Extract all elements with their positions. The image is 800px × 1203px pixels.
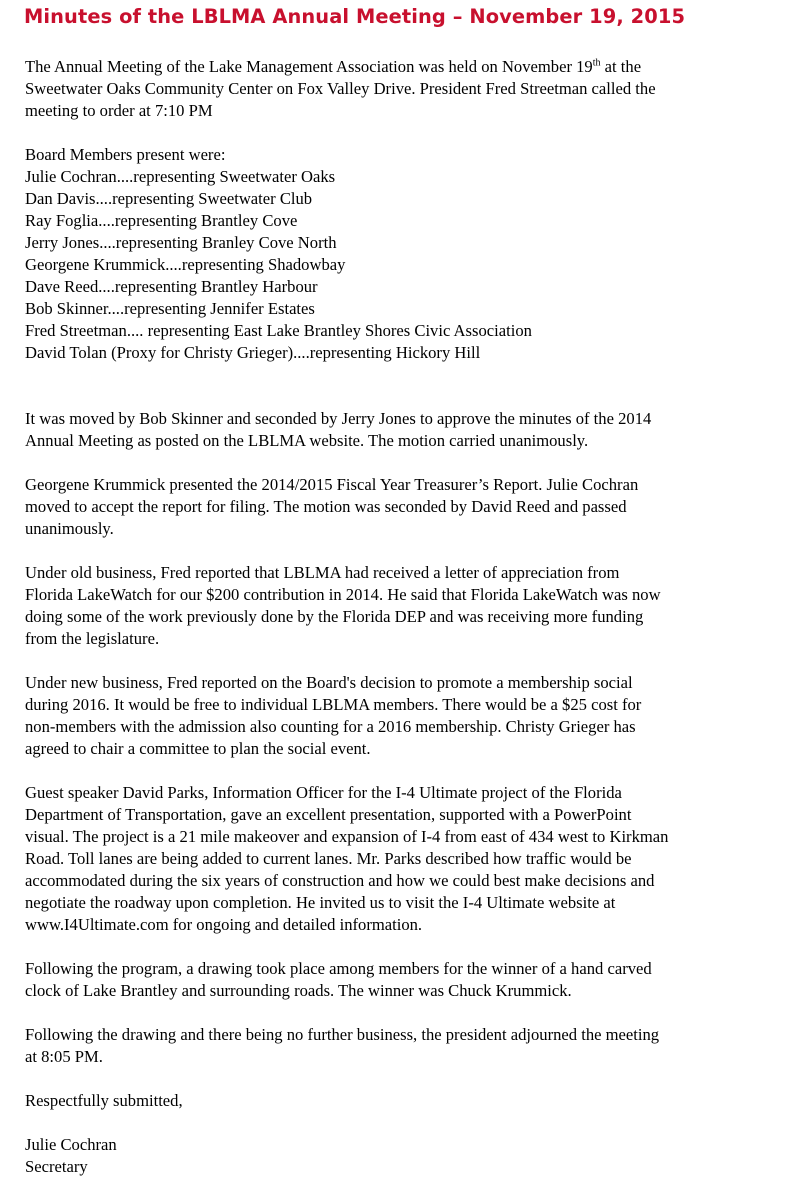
minutes-approval-paragraph: [25, 408, 785, 452]
paragraph-line: during 2016. It would be free to individual LBLMA members. There would be a $25 cost for: [25, 695, 642, 714]
intro-paragraph: [25, 56, 785, 122]
document-title: Minutes of the LBLMA Annual Meeting – November 19, 2015: [24, 5, 686, 28]
board-member: Fred Streetman.... representing East Lake Brantley Shores Civic Association: [25, 321, 532, 340]
board-member: Ray Foglia....representing Brantley Cove: [25, 211, 298, 230]
board-members-section: [25, 144, 785, 364]
paragraph-line: Georgene Krummick presented the 2014/2015 Fiscal Year Treasurer’s Report. Julie Cochran: [25, 475, 639, 494]
board-member: Julie Cochran....representing Sweetwater Oaks: [25, 167, 336, 186]
paragraph-line: moved to accept the report for filing. The motion was seconded by David Reed and passed: [25, 497, 627, 516]
old-business-paragraph: [25, 562, 785, 650]
paragraph-line: at 8:05 PM.: [25, 1047, 103, 1066]
paragraph-line: Under old business, Fred reported that LBLMA had received a letter of appreciation from: [25, 563, 620, 582]
board-member: Georgene Krummick....representing Shadowbay: [25, 255, 346, 274]
new-business-paragraph: [25, 672, 785, 760]
paragraph-line: Following the program, a drawing took place among members for the winner of a hand carved: [25, 959, 652, 978]
paragraph-line: clock of Lake Brantley and surrounding roads. The winner was Chuck Krummick.: [25, 981, 572, 1000]
board-member: David Tolan (Proxy for Christy Grieger)....representing Hickory Hill: [25, 343, 481, 362]
paragraph-line: www.I4Ultimate.com for ongoing and detailed information.: [25, 915, 423, 934]
closing-salutation: Respectfully submitted,: [25, 1091, 183, 1110]
signatory-role: Secretary: [25, 1157, 88, 1176]
paragraph-line: negotiate the roadway upon completion. He invited us to visit the I-4 Ultimate website at: [25, 893, 616, 912]
paragraph-line: Annual Meeting as posted on the LBLMA website. The motion carried unanimously.: [25, 431, 589, 450]
paragraph-line: accommodated during the six years of construction and how we could best make decisions and: [25, 871, 655, 890]
board-members-heading: Board Members present were:: [25, 145, 226, 164]
paragraph-line: from the legislature.: [25, 629, 160, 648]
board-member: Jerry Jones....representing Branley Cove North: [25, 233, 337, 252]
document-body: [25, 56, 785, 1200]
paragraph-line: Department of Transportation, gave an excellent presentation, supported with a PowerPoint: [25, 805, 632, 824]
signature-block: [25, 1134, 785, 1178]
paragraph-line: Road. Toll lanes are being added to current lanes. Mr. Parks described how traffic would be: [25, 849, 632, 868]
paragraph-line: It was moved by Bob Skinner and seconded by Jerry Jones to approve the minutes of the 2014: [25, 409, 652, 428]
board-member: Dan Davis....representing Sweetwater Club: [25, 189, 313, 208]
paragraph-line: Following the drawing and there being no further business, the president adjourned the meeting: [25, 1025, 660, 1044]
drawing-paragraph: [25, 958, 785, 1002]
intro-line: meeting to order at 7:10 PM: [25, 101, 213, 120]
paragraph-line: doing some of the work previously done by the Florida DEP and was receiving more funding: [25, 607, 644, 626]
treasurer-report-paragraph: [25, 474, 785, 540]
paragraph-line: unanimously.: [25, 519, 114, 538]
board-member: Dave Reed....representing Brantley Harbour: [25, 277, 318, 296]
adjournment-paragraph: [25, 1024, 785, 1068]
paragraph-line: Under new business, Fred reported on the Board's decision to promote a membership social: [25, 673, 633, 692]
signatory-name: Julie Cochran: [25, 1135, 117, 1154]
paragraph-line: non-members with the admission also counting for a 2016 membership. Christy Grieger has: [25, 717, 636, 736]
paragraph-line: visual. The project is a 21 mile makeover and expansion of I-4 from east of 434 west to Kirkman: [25, 827, 669, 846]
intro-line: Sweetwater Oaks Community Center on Fox Valley Drive. President Fred Streetman called the: [25, 79, 656, 98]
paragraph-line: agreed to chair a committee to plan the social event.: [25, 739, 371, 758]
board-member: Bob Skinner....representing Jennifer Estates: [25, 299, 315, 318]
intro-line: The Annual Meeting of the Lake Management Association was held on November 19th at the: [25, 57, 642, 76]
paragraph-line: Florida LakeWatch for our $200 contribution in 2014. He said that Florida LakeWatch was now: [25, 585, 661, 604]
guest-speaker-paragraph: [25, 782, 785, 936]
ordinal-suffix: th: [592, 57, 601, 69]
paragraph-line: Guest speaker David Parks, Information Officer for the I-4 Ultimate project of the Florida: [25, 783, 622, 802]
